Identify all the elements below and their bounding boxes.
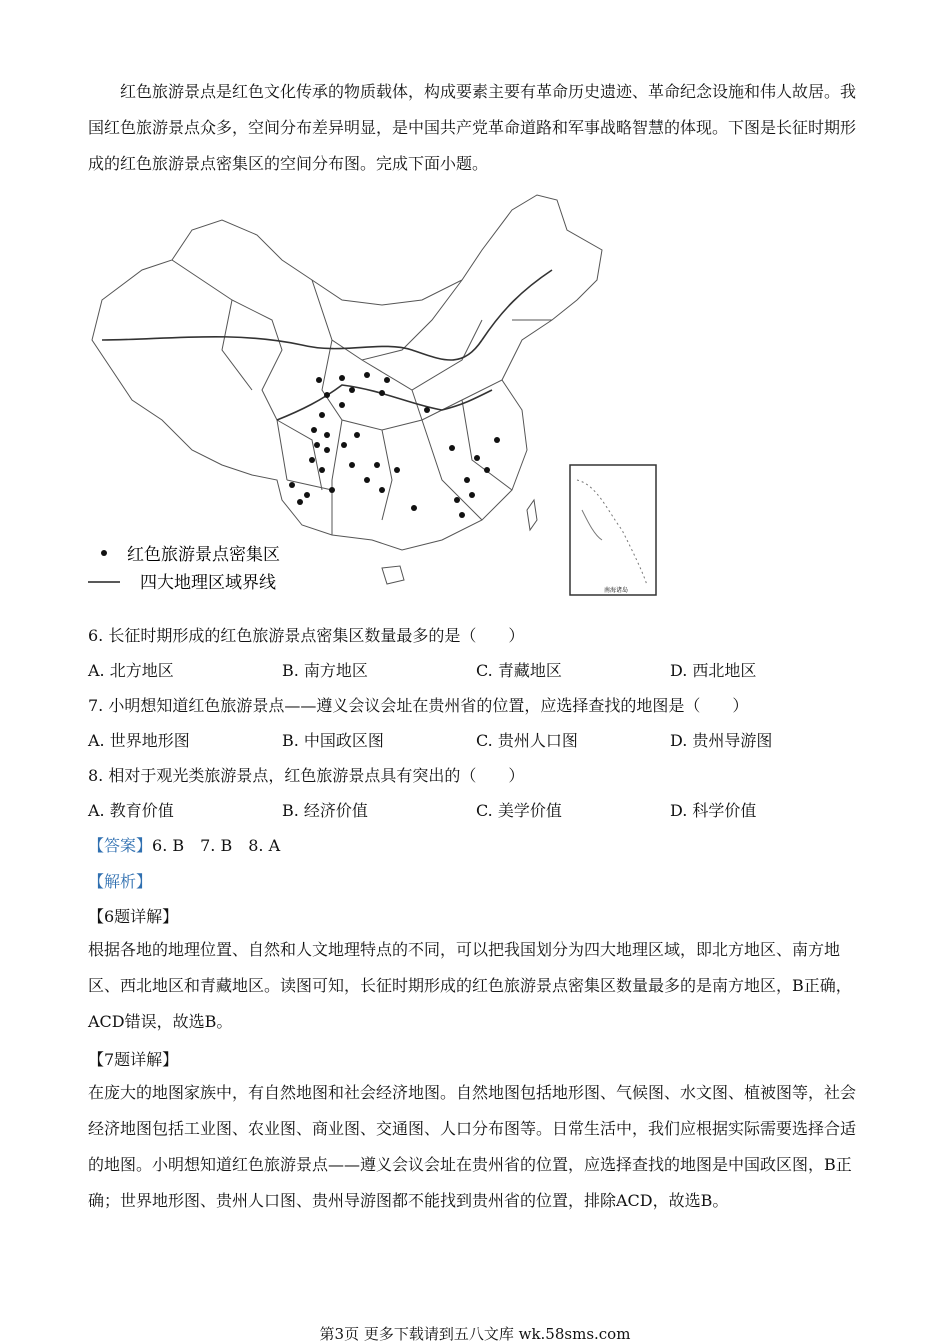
legend-line-label: 四大地理区域界线 <box>140 573 276 593</box>
south-sea-inset <box>570 465 656 595</box>
q6-option-b: B. 南方地区 <box>282 661 368 680</box>
analysis-label: 【解析】 <box>88 872 153 891</box>
hainan-island <box>382 566 404 584</box>
taiwan-island <box>527 500 537 530</box>
q7-option-b: B. 中国政区图 <box>282 731 384 750</box>
map-legend <box>88 545 280 593</box>
detail-7-title: 【7题详解】 <box>88 1050 179 1069</box>
q6-option-d: D. 西北地区 <box>670 661 757 680</box>
q7-option-d: D. 贵州导游图 <box>670 731 773 750</box>
legend-dot-icon <box>101 550 107 556</box>
question-6-stem: 6. 长征时期形成的红色旅游景点密集区数量最多的是（ ） <box>88 626 525 645</box>
q8-option-d: D. 科学价值 <box>670 801 757 820</box>
intro-paragraph: 红色旅游景点是红色文化传承的物质载体，构成要素主要有革命历史遗迹、革命纪念设施和伟人故居。我国红色旅游景点众多，空间分布差异明显，是中国共产党革命道路和军事战略智慧的体现。下图是长征时期形成的红色旅游景点密集区的空间分布图。完成下面小题。 <box>88 82 857 173</box>
page-footer: 第3页 更多下载请到五八文库 wk.58sms.com <box>319 1325 631 1343</box>
answer-line <box>88 833 280 856</box>
q6-option-c: C. 青藏地区 <box>476 661 562 680</box>
q8-option-a: A. 教育价值 <box>88 801 174 820</box>
detail-6-text: 根据各地的地理位置、自然和人文地理特点的不同，可以把我国划分为四大地理区域，即北方地区、南方地区、西北地区和青藏地区。读图可知，长征时期形成的红色旅游景点密集区数量最多的是南方地区，B正确，ACD错误，故选B。 <box>88 940 852 1031</box>
question-8-stem: 8. 相对于观光类旅游景点，红色旅游景点具有突出的（ ） <box>88 766 525 785</box>
legend-dot-label: 红色旅游景点密集区 <box>127 545 280 565</box>
q7-option-c: C. 贵州人口图 <box>476 731 578 750</box>
answer-label: 【答案】 <box>88 836 153 855</box>
detail-7-text: 在庞大的地图家族中，有自然地图和社会经济地图。自然地图包括地形图、气候图、水文图、植被图等，社会经济地图包括工业图、农业图、商业图、交通图、人口分布图等。日常生活中，我们应根据实际需要选择合适的地图。小明想知道红色旅游景点——遵义会议会址在贵州省的位置，应选择查找的地图是中国政区图，B正确；世界地形图、贵州人口图、贵州导游图都不能找到贵州省的位置，排除ACD，故选B。 <box>88 1083 857 1210</box>
china-map-figure <box>82 190 672 610</box>
q8-option-c: C. 美学价值 <box>476 801 562 820</box>
detail-6-title: 【6题详解】 <box>88 907 179 926</box>
inset-label: 南海诸岛 <box>604 587 629 594</box>
answer-text: 6. B 7. B 8. A <box>152 836 281 855</box>
question-7-stem: 7. 小明想知道红色旅游景点——遵义会议会址在贵州省的位置，应选择查找的地图是（ ） <box>88 696 749 715</box>
q6-option-a: A. 北方地区 <box>88 661 174 680</box>
china-outline <box>92 195 602 550</box>
q8-option-b: B. 经济价值 <box>282 801 368 820</box>
red-tourism-dots <box>289 372 500 518</box>
q7-option-a: A. 世界地形图 <box>88 731 190 750</box>
